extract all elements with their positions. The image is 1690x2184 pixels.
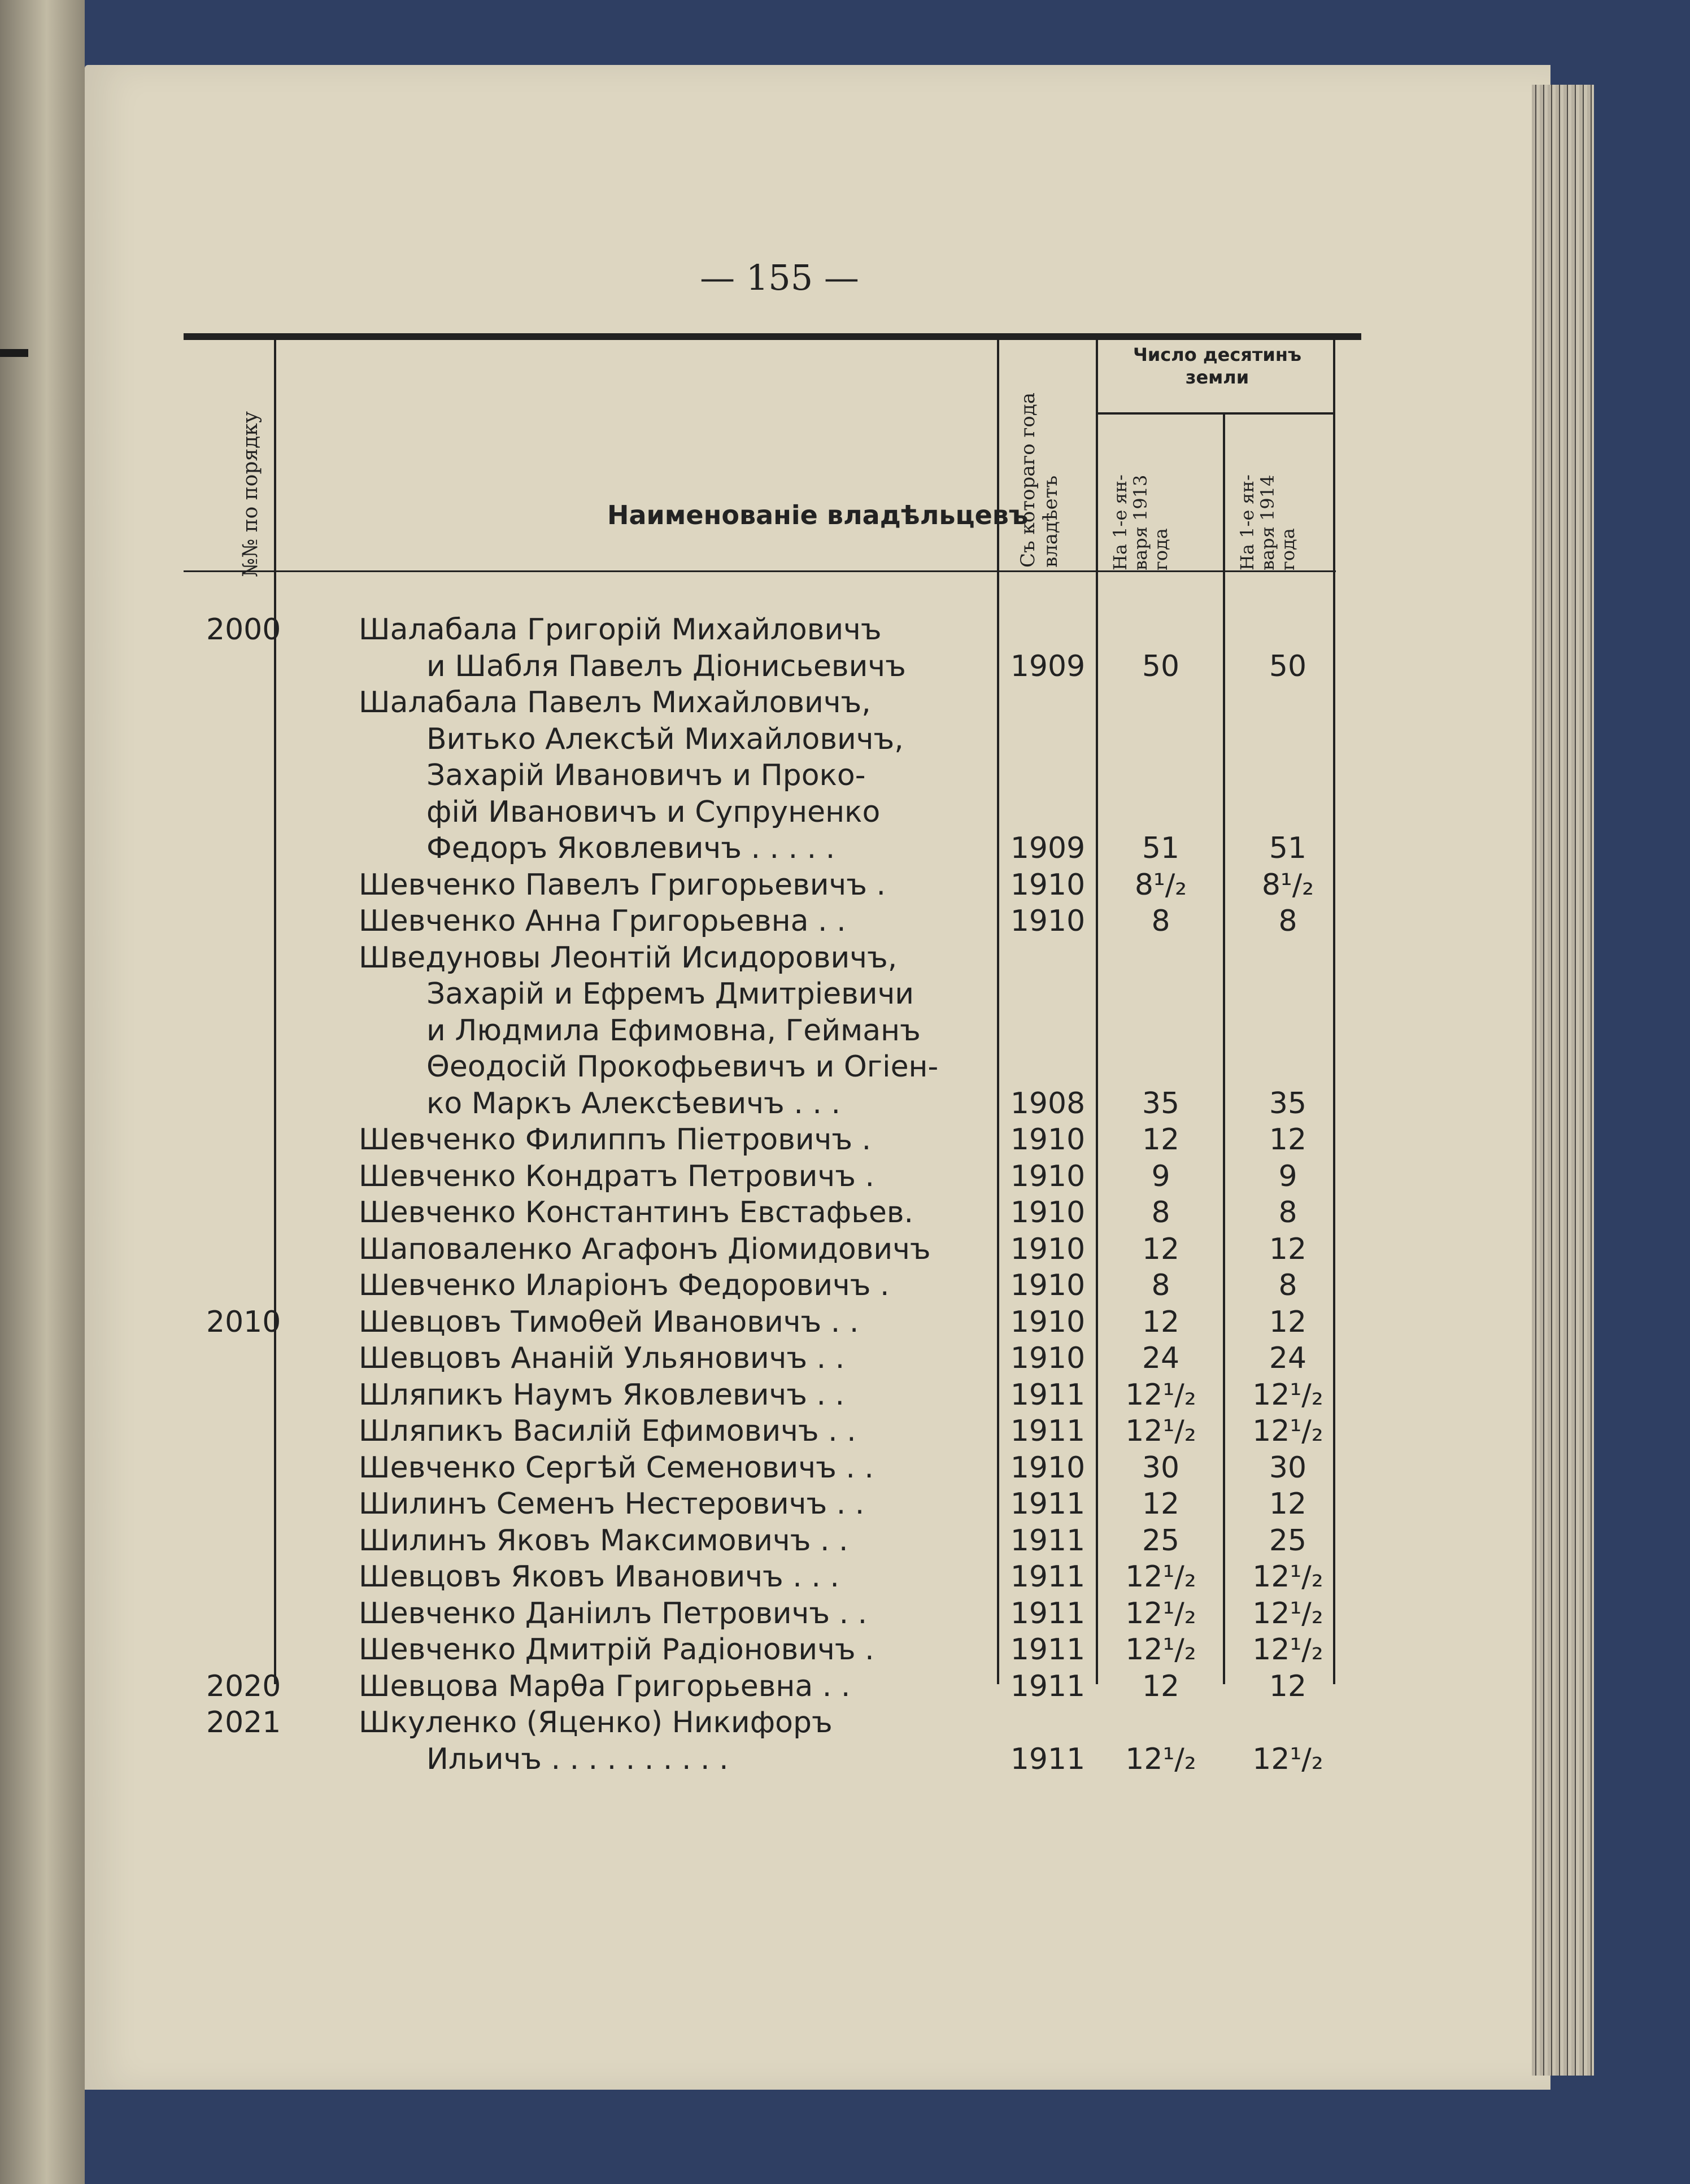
land-1913: 12¹/₂ (1125, 1633, 1196, 1667)
ownership-year: 1911 (1010, 1669, 1086, 1703)
owner-name: Шляпикъ Наумъ Яковлевичъ . . (359, 1377, 845, 1412)
owner-name: Шевченко Филиппъ Пiетровичъ . (359, 1123, 872, 1157)
owner-name: Шаповаленко Агафонъ Діомидовичъ (359, 1232, 931, 1266)
land-1914: 30 (1269, 1450, 1307, 1485)
land-1914: 25 (1269, 1523, 1307, 1558)
owner-name: Захарій и Ефремъ Дмитріевичи (426, 977, 914, 1011)
column-divider (274, 340, 276, 1684)
ownership-year: 1911 (1010, 1414, 1086, 1448)
ownership-year: 1910 (1010, 1341, 1086, 1375)
header-year (1017, 393, 1062, 568)
page-number: — 155 — (700, 257, 859, 298)
header-1914-line1: На 1-е ян- (1236, 474, 1258, 570)
column-divider (1096, 340, 1098, 1684)
owner-name: Федоръ Яковлевичъ . . . . . (426, 831, 835, 865)
land-1913: 12 (1142, 1487, 1180, 1521)
land-1913: 12 (1142, 1305, 1180, 1339)
ownership-year: 1911 (1010, 1560, 1086, 1594)
land-1913: 25 (1142, 1523, 1180, 1558)
owner-name: Шевченко Кондратъ Петровичъ . (359, 1159, 874, 1193)
owner-name: Шевченко Сергѣй Семеновичъ . . (359, 1450, 874, 1485)
land-1914: 12 (1269, 1232, 1307, 1266)
owner-name: Витько Алексѣй Михайловичъ, (426, 722, 904, 756)
header-owners-label: Наименованіе владѣльцевъ (607, 500, 1029, 530)
header-bottom-rule (184, 570, 1336, 572)
ownership-year: 1910 (1010, 1159, 1086, 1193)
ownership-year: 1910 (1010, 1196, 1086, 1230)
land-1914: 24 (1269, 1341, 1307, 1375)
land-1914: 50 (1269, 649, 1307, 683)
header-land-group (1087, 343, 1347, 389)
land-1913: 12 (1142, 1232, 1180, 1266)
land-1914: 8 (1278, 1196, 1297, 1230)
left-page-rule (0, 349, 28, 357)
land-1914: 12¹/₂ (1252, 1414, 1323, 1448)
owner-name: Шкуленко (Яценко) Никифоръ (359, 1706, 833, 1740)
owner-name: Шевченко Даніилъ Петровичъ . . (359, 1596, 868, 1631)
land-1913: 51 (1142, 831, 1180, 865)
header-1913-line3: года (1150, 528, 1171, 570)
owner-name: Шалабала Павелъ Михайловичъ, (359, 686, 871, 720)
land-1914: 12¹/₂ (1252, 1742, 1323, 1776)
header-1914-line2: варя 1914 (1257, 474, 1278, 570)
ownership-year: 1910 (1010, 1268, 1086, 1302)
land-1913: 50 (1142, 649, 1180, 683)
ownership-year: 1909 (1010, 831, 1086, 865)
land-1914: 12¹/₂ (1252, 1633, 1323, 1667)
owner-name: Шевченко Анна Григорьевна . . (359, 904, 846, 938)
owner-name: Θеодосій Прокофьевичъ и Огіен- (426, 1050, 939, 1084)
owner-name: Шевцовъ Яковъ Ивановичъ . . . (359, 1560, 839, 1594)
land-1914: 8 (1278, 1268, 1297, 1302)
land-1913: 8 (1151, 1268, 1170, 1302)
header-land-line1: Число десятинъ (1133, 344, 1301, 365)
ownership-year: 1910 (1010, 904, 1086, 938)
land-1913: 9 (1151, 1159, 1170, 1193)
owner-name: ко Маркъ Алексѣевичъ . . . (426, 1086, 840, 1121)
ownership-year: 1911 (1010, 1377, 1086, 1412)
owner-name: Шевцова Марθа Григорьевна . . (359, 1669, 851, 1703)
land-1913: 12¹/₂ (1125, 1596, 1196, 1631)
owner-name: Шевченко Иларіонъ Федоровичъ . (359, 1268, 890, 1302)
land-1913: 12 (1142, 1123, 1180, 1157)
land-1914: 9 (1278, 1159, 1297, 1193)
owner-name: фій Ивановичъ и Супруненко (426, 795, 881, 829)
header-year-line2: владѣетъ (1039, 475, 1062, 568)
land-1914: 12¹/₂ (1252, 1377, 1323, 1412)
land-1913: 12¹/₂ (1125, 1742, 1196, 1776)
land-1913: 30 (1142, 1450, 1180, 1485)
land-1913: 12 (1142, 1669, 1180, 1703)
land-1913: 8 (1151, 904, 1170, 938)
header-1914 (1237, 474, 1298, 570)
owners-table (184, 333, 1361, 1776)
land-1914: 12 (1269, 1669, 1307, 1703)
page-edges (1532, 85, 1594, 2076)
land-1913: 12¹/₂ (1125, 1377, 1196, 1412)
ownership-year: 1910 (1010, 1305, 1086, 1339)
group-divider (1096, 412, 1334, 415)
land-1913: 12¹/₂ (1125, 1414, 1196, 1448)
header-1914-line3: года (1277, 528, 1299, 570)
land-1914: 12 (1269, 1305, 1307, 1339)
ownership-year: 1911 (1010, 1633, 1086, 1667)
land-1913: 24 (1142, 1341, 1180, 1375)
owner-name: Шевченко Павелъ Григорьевичъ . (359, 868, 886, 902)
owner-name: Шалабала Григорій Михайловичъ (359, 613, 882, 647)
land-1913: 8¹/₂ (1134, 868, 1187, 902)
land-1914: 12¹/₂ (1252, 1596, 1323, 1631)
land-1914: 12 (1269, 1123, 1307, 1157)
table-top-rule (184, 333, 1361, 340)
owner-name: и Людмила Ефимовна, Гейманъ (426, 1013, 921, 1048)
row-number: 2000 (206, 613, 281, 647)
header-land-line2: земли (1185, 367, 1249, 388)
ownership-year: 1909 (1010, 649, 1086, 683)
header-year-line1: Съ котораго года (1017, 392, 1039, 568)
ownership-year: 1911 (1010, 1742, 1086, 1776)
land-1914: 12¹/₂ (1252, 1560, 1323, 1594)
ownership-year: 1910 (1010, 1123, 1086, 1157)
owner-name: Шилинъ Семенъ Нестеровичъ . . (359, 1487, 865, 1521)
row-number: 2020 (206, 1669, 281, 1703)
ownership-year: 1911 (1010, 1523, 1086, 1558)
owner-name: Шведуновы Леонтій Исидоровичъ, (359, 940, 898, 975)
left-page-edge (0, 0, 85, 2184)
row-number: 2010 (206, 1305, 281, 1339)
ownership-year: 1911 (1010, 1596, 1086, 1631)
ownership-year: 1910 (1010, 1450, 1086, 1485)
header-1913 (1110, 474, 1171, 570)
owner-name: Шилинъ Яковъ Максимовичъ . . (359, 1523, 848, 1558)
land-1914: 8¹/₂ (1261, 868, 1314, 902)
land-1914: 8 (1278, 904, 1297, 938)
land-1913: 35 (1142, 1086, 1180, 1121)
owner-name: и Шабля Павелъ Діонисьевичъ (426, 649, 906, 683)
ownership-year: 1910 (1010, 868, 1086, 902)
owner-name: Ильичъ . . . . . . . . . . (426, 1742, 729, 1776)
row-number: 2021 (206, 1706, 281, 1740)
header-1913-line1: На 1-е ян- (1109, 474, 1131, 570)
owner-name: Шевченко Дмитрій Радіоновичъ . (359, 1633, 874, 1667)
owner-name: Шевцовъ Ананій Ульяновичъ . . (359, 1341, 845, 1375)
header-1913-line2: варя 1913 (1130, 474, 1151, 570)
ownership-year: 1911 (1010, 1487, 1086, 1521)
ownership-year: 1908 (1010, 1086, 1086, 1121)
land-1914: 12 (1269, 1487, 1307, 1521)
owner-name: Шевченко Константинъ Евстафьев. (359, 1196, 914, 1230)
land-1913: 12¹/₂ (1125, 1560, 1196, 1594)
owner-name: Захарій Ивановичъ и Проко- (426, 758, 866, 792)
owner-name: Шевцовъ Тимоθей Ивановичъ . . (359, 1305, 859, 1339)
header-number: №№ по порядку (239, 411, 262, 577)
land-1914: 51 (1269, 831, 1307, 865)
ownership-year: 1910 (1010, 1232, 1086, 1266)
owner-name: Шляпикъ Василій Ефимовичъ . . (359, 1414, 856, 1448)
column-divider (1223, 412, 1225, 1684)
land-1913: 8 (1151, 1196, 1170, 1230)
land-1914: 35 (1269, 1086, 1307, 1121)
